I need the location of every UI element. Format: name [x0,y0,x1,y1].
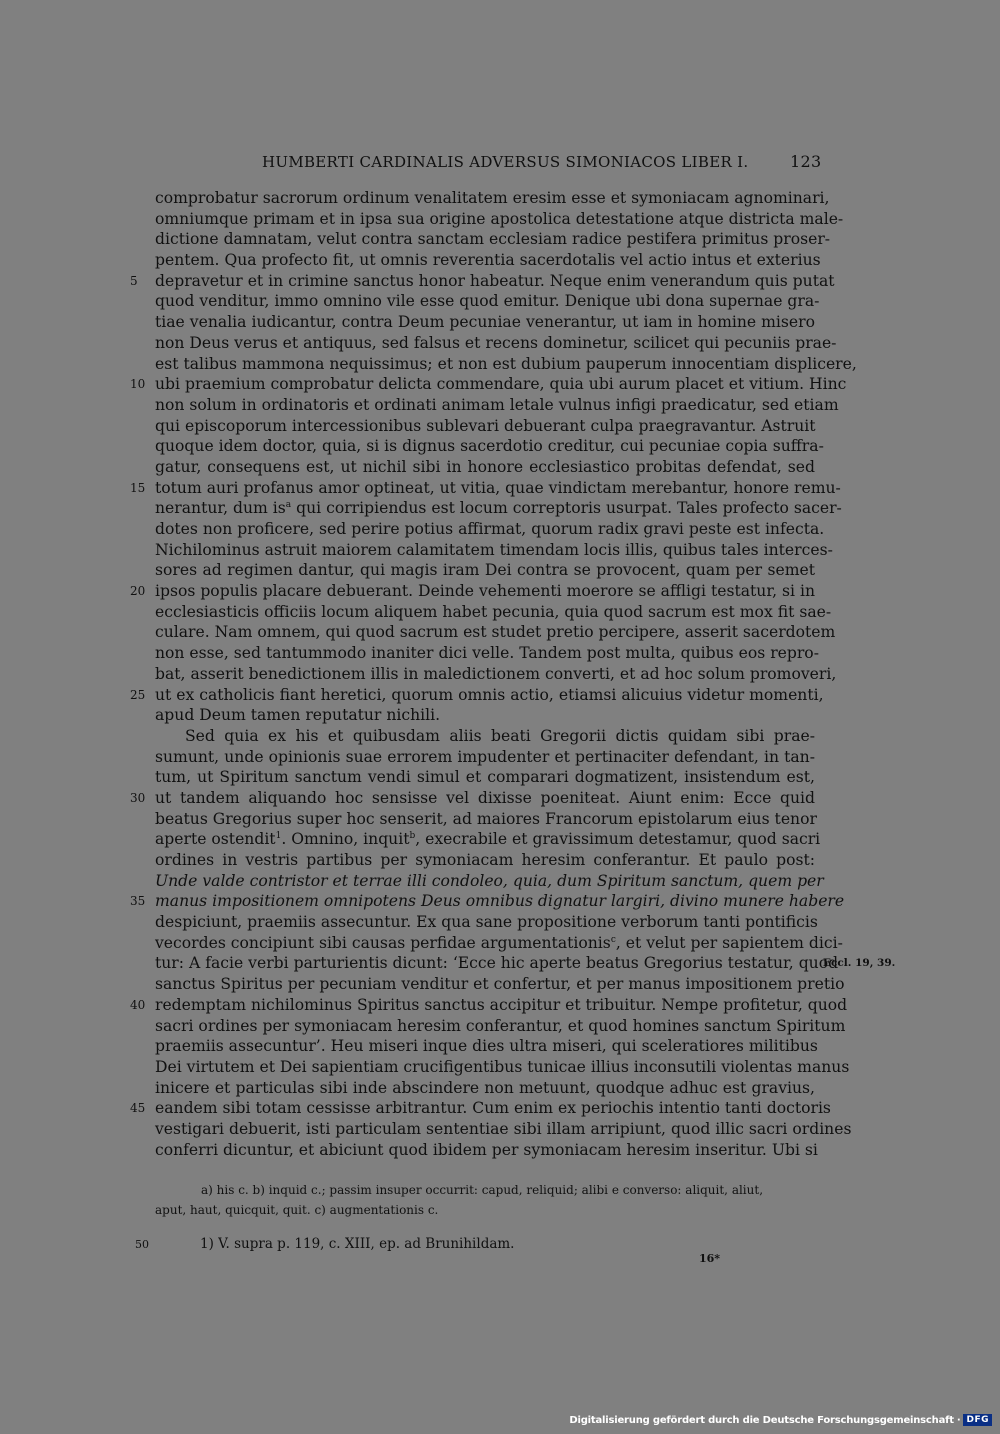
text-line: qui episcoporum intercessionibus sublevari debuerant culpa praegravantur. Astruit [155,416,816,435]
footer [569,1412,992,1428]
text-line: tiae venalia iudicantur, contra Deum pecuniae venerantur, ut iam in homine misero [155,313,815,332]
text-line: Nichilominus astruit maiorem calamitatem timendam locis illis, quibus tales interces- [155,540,833,559]
text-line: aperte ostendit$^1$. Omnino, inquit$^b$, execrabile et gravissimum detestamur, quod sacri [155,830,821,849]
critical-apparatus [155,1180,815,1220]
text-line: comprobatur sacrorum ordinum venalitatem eresim esse et symoniacam agnominari, [155,189,830,207]
line-number: 40 [130,997,146,1012]
text-line: 10 ubi praemium comprobatur delicta commendare, quia ubi aurum placet et vitium. Hinc [130,375,847,394]
text-line: sores ad regimen dantur, qui magis iram Dei contra se provocent, quam per semet [155,561,815,580]
text-line: ordines in vestris partibus per symoniacam heresim conferantur. Et paulo post: [155,851,815,869]
separator-dot: · [956,1414,961,1426]
main-text [130,188,896,1160]
text-line: culare. Nam omnem, qui quod sacrum est studet pretio percipere, asserit sacerdotem [155,623,836,642]
note-marker: c [610,934,616,945]
text-line: quod venditur, immo omnino vile esse quod emitur. Denique ubi dona supernae gra- [155,292,820,311]
text-line: despiciunt, praemiis assecuntur. Ex qua sane propositione verborum tanti pontificis [155,913,818,932]
text-line: tur: A facie verbi parturientis dicunt: ‘Ecce hic aperte beatus Gregorius testatur, quod Eccl. 19, 39. [155,954,896,973]
page-number: 123 [790,152,822,171]
note-marker: a [285,500,292,511]
text-line: est talibus mammona nequissimus; et non est dubium pauperum innocentiam displicere, [155,354,857,373]
text-line: gatur, consequens est, ut nichil sibi in honore ecclesiastico probitas defendat, sed [155,457,815,476]
text-line: praemiis assecuntur’. Heu miseri inque dies ultra miseri, qui sceleratiores militibus [155,1037,818,1056]
marginal-reference: Eccl. 19, 39. [823,957,896,970]
text-line: bat, asserit benedictionem illis in maledictionem converti, et ad hoc solum promoveri, [155,664,837,683]
text-line: beatus Gregorius super hoc senserit, ad maiores Francorum epistolarum eius tenor [155,809,817,828]
footnote: 1) V. supra p. 119, c. XIII, ep. ad Brunihildam. [200,1236,515,1252]
line-number: 25 [130,687,146,702]
text-line: 45 eandem sibi totam cessisse arbitrantur. Cum enim ex periochis intentio tanti doctoris [130,1099,831,1118]
text-line: Dei virtutem et Dei sapientiam crucifigentibus tunicae illius inconsutili violentas manus [155,1057,850,1076]
line-number: 5 [130,273,138,288]
text-line: 30 ut tandem aliquando hoc sensisse vel dixisse poeniteat. Aiunt enim: Ecce quid [130,788,815,807]
text-line: sumunt, unde opinionis suae errorem impudenter et pertinaciter defendant, in tan- [155,747,815,766]
text-line: 20 ipsos populis placare debuerant. Deinde vehementi moerore se affligi testatur, si in [130,582,815,601]
line-number: 45 [130,1101,146,1116]
text-line: 25 ut ex catholicis fiant heretici, quorum omnis actio, etiamsi alicuius videtur momenti, [130,685,824,704]
text-line: quoque idem doctor, quia, si is dignus sacerdotio creditur, cui pecuniae copia suffra- [155,437,824,456]
note-marker: b [409,831,416,842]
text-line: vecordes concipiunt sibi causas perfidae argumentationis$^c$, et velut per sapientem dici- [155,933,843,952]
funding-note: Digitalisierung gefördert durch die Deutsche Forschungsgemeinschaft [569,1414,954,1426]
line-number: 30 [130,790,146,805]
text-line: non Deus verus et antiquus, sed falsus et recens dominetur, scilicet qui pecuniis prae- [155,333,837,352]
line-number: 10 [130,377,146,392]
text-line: sacri ordines per symoniacam heresim conferantur, et quod homines sanctum Spiritum [155,1016,846,1035]
text-line: dotes non proficere, sed perire potius affirmat, quorum radix gravi peste est infecta. [155,520,825,538]
text-line: 15 totum auri profanus amor optineat, ut vitia, quae vindictam merebantur, honore remu- [130,478,841,497]
apparatus-line: a) his c. b) inquid c.; passim insuper occurrit: capud, reliquid; alibi e converso: aliquit, aliut, [201,1183,764,1197]
text-line: non esse, sed tantummodo inaniter dici velle. Tandem post multa, quibus eos repro- [155,644,819,663]
text-line: 35 manus impositionem omnipotens Deus omnibus dignatur largiri, divino munere habere [130,892,845,911]
running-title: HUMBERTI CARDINALIS ADVERSUS SIMONIACOS LIBER I. [262,153,749,171]
text-line: 40 redemptam nichilominus Spiritus sanctus accipitur et tribuitur. Nempe profitetur, quod [130,995,848,1014]
text-line: apud Deum tamen reputatur nichili. [155,706,441,725]
text-line: sanctus Spiritus per pecuniam venditur et confertur, et per manus impositionem pretio [155,975,845,994]
text-line: conferri dicuntur, et abiciunt quod ibidem per symoniacam heresim inseritur. Ubi si [155,1140,818,1159]
text-line: tum, ut Spiritum sanctum vendi simul et comparari dogmatizent, insistendum est, [155,768,815,787]
text-line: omniumque primam et in ipsa sua origine apostolica detestatione atque districta male- [155,209,844,228]
text-line: nerantur, dum $is^a$ qui corripiendus est locum correptoris usurpat. Tales profecto sacer- [155,499,842,518]
line-number: 15 [130,480,146,495]
dfg-logo[interactable]: DFG [963,1414,992,1426]
text-line: pentem. Qua profecto fit, ut omnis reverentia sacerdotalis vel actio intus et exterius [155,251,821,270]
line-number: 20 [130,584,146,599]
text-line: dictione damnatam, velut contra sanctam ecclesiam radice pestifera primitus proser- [155,230,831,249]
text-line: Unde valde contristor et terrae illi condoleo, quia, dum Spiritum sanctum, quem per [155,871,824,890]
apparatus-line: aput, haut, quicquit, quit. c) augmentationis c. [155,1203,439,1217]
note-marker: 1 [275,831,282,842]
line-number: 50 [135,1238,149,1251]
signature-mark: 16* [699,1252,721,1265]
text-line: ecclesiasticis officiis locum aliquem habet pecunia, quia quod sacrum est mox fit sae- [155,602,832,621]
line-number: 35 [130,894,146,909]
text-line: non solum in ordinatoris et ordinati animam letale vulnus infigi praedicatur, sed etiam [155,395,839,414]
text-line: Sed quia ex his et quibusdam aliis beati Gregorii dictis quidam sibi prae- [185,726,815,745]
text-line: vestigari debuerit, isti particulam sententiae sibi illam arripiunt, quod illic sacri ordines [155,1119,852,1138]
text-line: inicere et particulas sibi inde abscindere non metuunt, quodque adhuc est gravius, [155,1078,815,1097]
text-line: 5 depravetur et in crimine sanctus honor habeatur. Neque enim venerandum quis putat [130,271,835,290]
